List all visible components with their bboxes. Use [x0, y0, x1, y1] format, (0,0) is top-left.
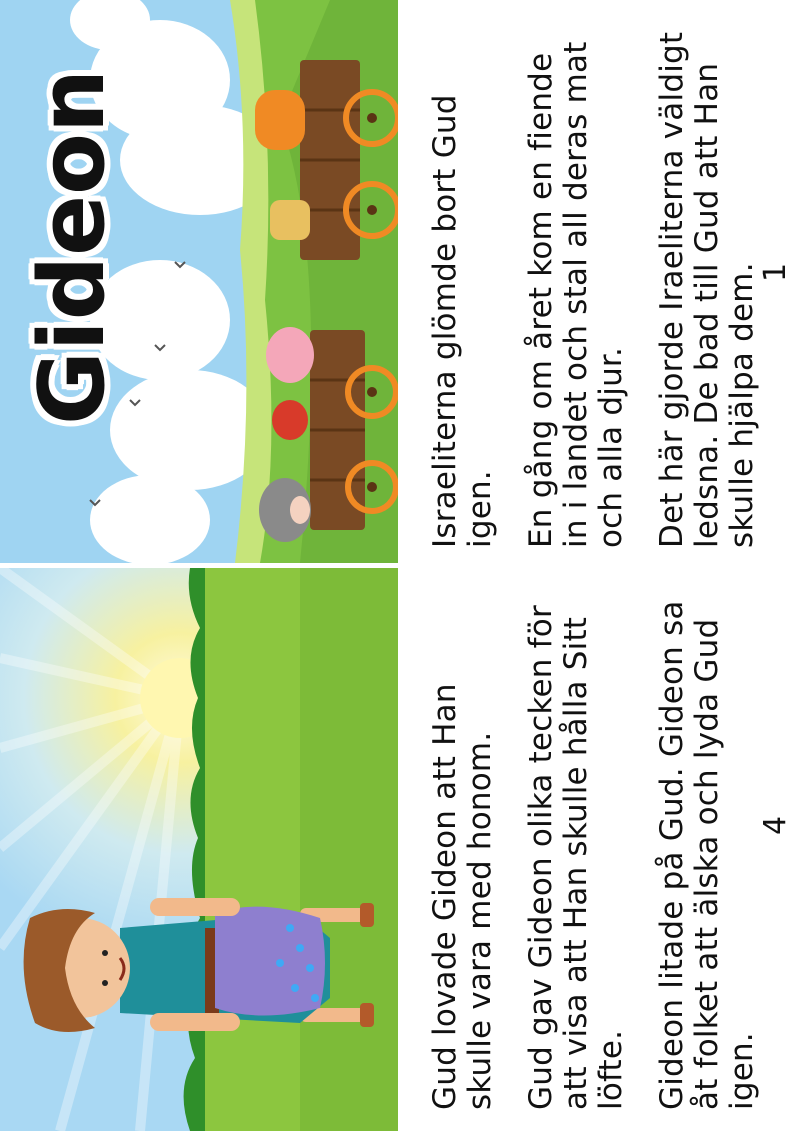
paragraph: Gideon litade på Gud. Gideon sa åt folket att älska och lyda Gud igen. — [654, 600, 760, 1110]
page-number-4: 4 — [758, 815, 793, 835]
page-1-text — [428, 28, 786, 548]
book-title: Gideon — [20, 68, 125, 425]
paragraph: Israeliterna glömde bort Gud igen. — [427, 94, 498, 548]
page-4-text — [428, 590, 786, 1110]
pig-icon — [266, 327, 314, 383]
illustration-gideon-boy — [0, 568, 398, 1131]
paragraph: Det här gjorde Iraeliterna väldigt ledsna. De bad till Gud att Han skulle hjälpa dem. — [654, 31, 760, 548]
paragraph: Gud lovade Gideon att Han skulle vara med honom. — [427, 683, 498, 1110]
paragraph: Gud gav Gideon olika tecken för att visa att Han skulle hålla Sitt löfte. — [523, 605, 629, 1110]
page-number-1: 1 — [758, 262, 793, 282]
boy-field-scene — [0, 568, 398, 1131]
rooster-icon — [272, 400, 308, 440]
paragraph: En gång om året kom en fiende in i landet och stal all deras mat och alla djur. — [523, 41, 629, 548]
